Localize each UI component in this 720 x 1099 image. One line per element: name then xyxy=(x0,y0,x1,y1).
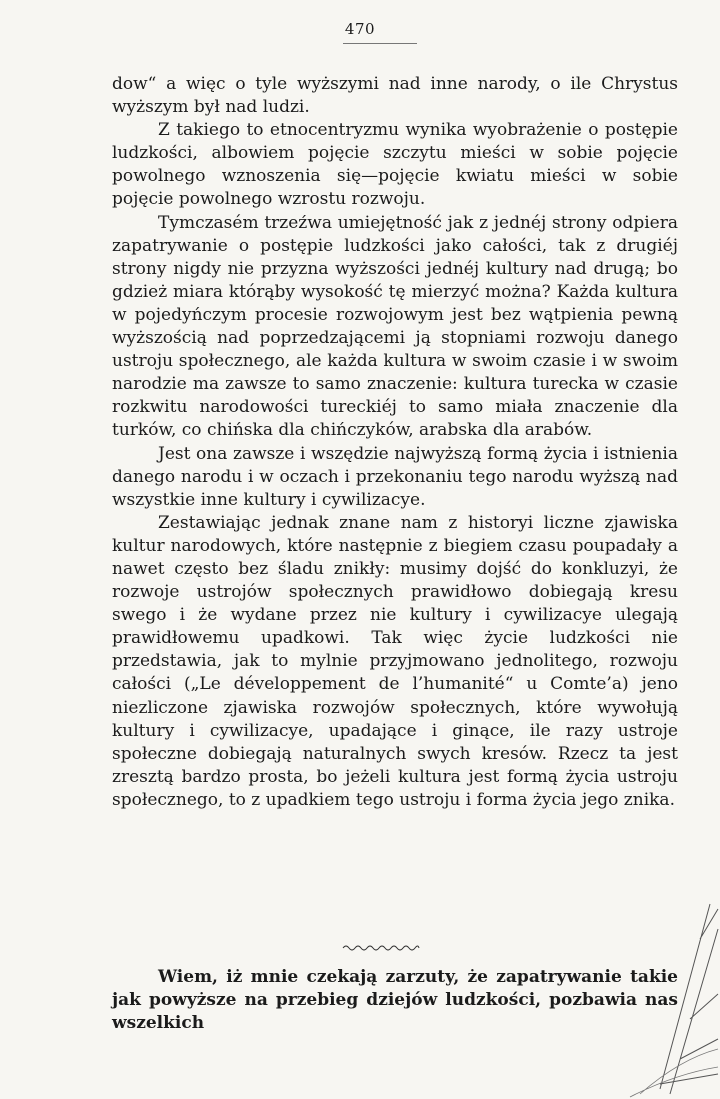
final-text xyxy=(112,966,678,1035)
page-number: 470 xyxy=(344,20,376,38)
pencil-scribble-icon xyxy=(600,899,720,1099)
paragraph-final: Wiem, iż mnie czekają zarzuty, że zapatrywanie takie jak powyższe na przebieg dziejów ludzkości, pozbawia nas wszelkich xyxy=(112,967,678,1034)
wavy-separator-icon xyxy=(341,943,421,953)
header-rule xyxy=(343,43,417,44)
paragraph: Jest ona zawsze i wszędzie najwyższą formą życia i istnienia danego narodu i w oczach i przekonaniu tego narodu wyższą nad wszystkie inne kultury i cywilizacye. xyxy=(112,443,678,510)
paragraph: Z takiego to etnocentryzmu wynika wyobrażenie o postępie ludzkości, albowiem pojęcie szczytu mieści w sobie pojęcie powolnego wznoszenia się—pojęcie kwiatu mieści w sobie pojęcie powolnego wzrostu rozwoju. xyxy=(112,120,678,210)
section-separator xyxy=(341,938,421,957)
paragraph: Tymczasém trzeźwa umiejętność jak z jednéj strony odpiera zapatrywanie o postępie ludzkości jako całości, tak z drugiéj strony nigdy nie przyzna wyższości jednéj kultury nad drugą; bo gdzież miara którąby wysokość tę mierzyć można? Każda kultura w pojedyńczym procesie rozwojowym jest bez wątpienia pewną wyższością nad poprzedzającemi ją stopniami rozwoju danego ustroju społecznego, ale każda kultura w swoim czasie i w swoim narodzie ma zawsze to samo znaczenie: kultura turecka w czasie rozkwitu narodowości tureckiéj to samo miała znaczenie dla turków, co chińska dla chińczyków, arabska dla arabów. xyxy=(112,212,678,441)
body-text xyxy=(112,73,678,812)
paragraph-continuation: dow“ a więc o tyle wyższymi nad inne narody, o ile Chrystus wyższym był nad ludzi. xyxy=(112,74,678,118)
paragraph: Zestawiając jednak znane nam z historyi liczne zjawiska kultur narodowych, które następnie z biegiem czasu poupadały a nawet często bez śladu znikły: musimy dojść do konkluzyi, że rozwoje ustrojów społecznych prawidłowo dobiegają kresu swego i że wydane przez nie kultury i cywilizacye ulegają prawidłowemu upadkowi. Tak więc życie ludzkości nie przedstawia, jak to mylnie przyjmowano jednolitego, rozwoju całości („Le développement de l’humanité“ u Comte’a) jeno niezliczone zjawiska rozwojów społecznych, które wywołują kultury i cywilizacye, upadające i ginące, ile razy ustroje społeczne dobiegają naturalnych swych kresów. Rzecz ta jest zresztą bardzo prosta, bo jeżeli kultura jest formą życia ustroju społecznego, to z upadkiem tego ustroju i forma życia jego znika. xyxy=(112,512,678,810)
